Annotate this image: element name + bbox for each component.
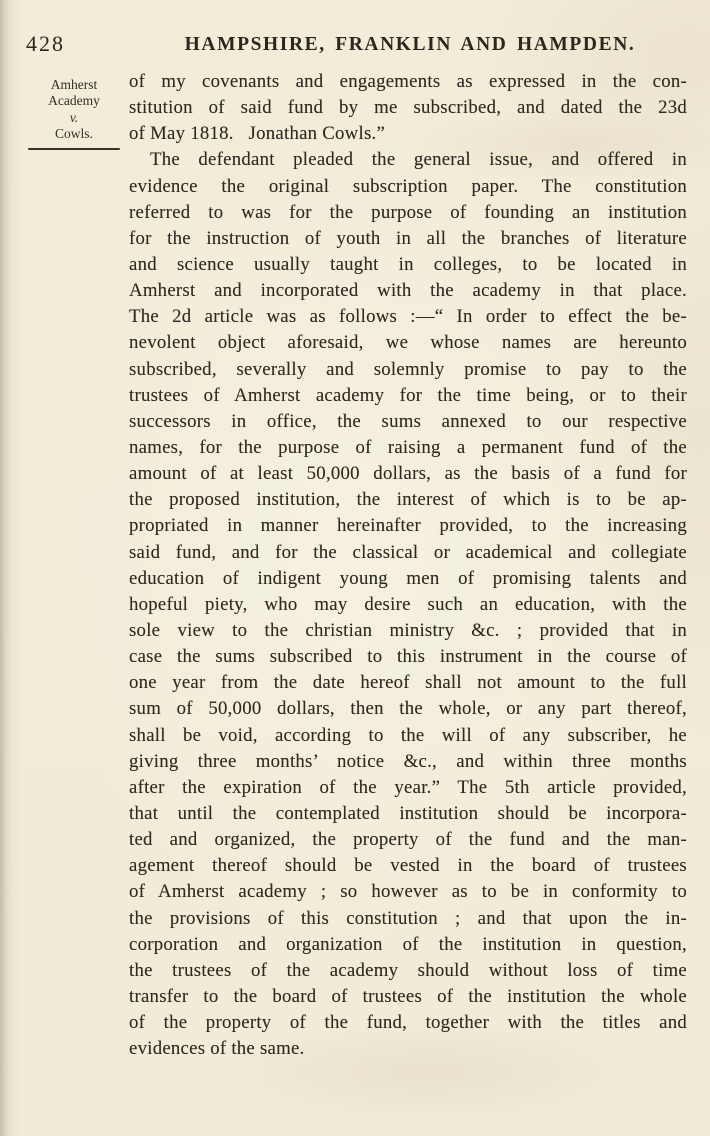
- body-text-line: for the instruction of youth in all the branches of literature: [129, 227, 687, 249]
- body-text-line: and science usually taught in colleges, to be located in: [129, 253, 687, 275]
- body-text-line: education of indigent young men of promising talents and: [129, 567, 687, 589]
- body-text-line: giving three months’ notice &c., and within three months: [129, 750, 687, 772]
- body-text-line: sole view to the christian ministry &c. ; provided that in: [129, 619, 687, 641]
- body-text-line: the proposed institution, the interest of which is to be ap-: [129, 489, 687, 511]
- running-header: HAMPSHIRE, FRANKLIN AND HAMPDEN.: [184, 34, 636, 55]
- body-text-line: one year from the date hereof shall not amount to the full: [129, 672, 687, 694]
- body-text-line: trustees of Amherst academy for the time being, or to their: [129, 384, 687, 406]
- sidenote-rule: [28, 148, 120, 150]
- sidenote-party-plaintiff-line1: Amherst: [50, 77, 98, 92]
- body-text-line: the trustees of the academy should without loss of time: [129, 959, 687, 981]
- body-text-line: evidence the original subscription paper. The constitution: [129, 175, 687, 197]
- body-text-line: agement thereof should be vested in the board of trustees: [129, 855, 687, 877]
- sidenote-versus: v.: [69, 109, 79, 125]
- body-text-line: The 2d article was as follows :—“ In order to effect the be-: [129, 306, 687, 328]
- body-text-line: propriated in manner hereinafter provided, to the increasing: [129, 515, 687, 537]
- body-text-line: of my covenants and engagements as expressed in the con-: [129, 71, 687, 92]
- body-text-line: names, for the purpose of raising a permanent fund of the: [129, 436, 687, 458]
- body-text-line: corporation and organization of the institution in question,: [129, 933, 687, 955]
- body-text-line: the provisions of this constitution ; and that upon the in-: [129, 907, 687, 929]
- body-text-line: ted and organized, the property of the fund and the man-: [129, 829, 687, 851]
- body-text-line: said fund, and for the classical or academical and collegiate: [129, 541, 687, 563]
- body-text-line: amount of at least 50,000 dollars, as the basis of a fund for: [129, 463, 687, 485]
- body-text-line: stitution of said fund by me subscribed, and dated the 23d: [129, 97, 687, 119]
- sidenote-party-defendant: Cowls.: [55, 125, 93, 141]
- sidenote-party-plaintiff-line2: Academy: [48, 93, 100, 109]
- body-text-line: referred to was for the purpose of founding an institution: [129, 201, 687, 223]
- case-sidenote: [28, 77, 120, 150]
- body-text-line: sum of 50,000 dollars, then the whole, or any part thereof,: [129, 698, 687, 720]
- body-text-line: after the expiration of the year.” The 5th article provided,: [129, 776, 687, 798]
- page-number: 428: [26, 31, 65, 56]
- body-text-line: The defendant pleaded the general issue, and offered in: [150, 149, 687, 171]
- body-text-line: case the sums subscribed to this instrument in the course of: [129, 646, 687, 668]
- body-text-line: of Amherst academy ; so however as to be in conformity to: [129, 881, 687, 903]
- body-text-line: hopeful piety, who may desire such an education, with the: [129, 593, 687, 615]
- body-text-line: shall be void, according to the will of any subscriber, he: [129, 724, 687, 746]
- body-text-line: of May 1818. Jonathan Cowls.”: [129, 123, 386, 145]
- body-text-line: nevolent object aforesaid, we whose names are hereunto: [129, 332, 687, 354]
- body-text-line: evidences of the same.: [129, 1038, 305, 1060]
- body-text-line: Amherst and incorporated with the academy in that place.: [129, 280, 687, 302]
- body-text-line: that until the contemplated institution should be incorpora-: [129, 802, 687, 824]
- body-text-line: subscribed, severally and solemnly promise to pay to the: [129, 358, 687, 380]
- body-text-line: transfer to the board of trustees of the institution the whole: [129, 985, 687, 1007]
- body-text: [129, 69, 687, 1062]
- body-text-line: successors in office, the sums annexed to our respective: [129, 410, 687, 432]
- body-text-line: of the property of the fund, together with the titles and: [129, 1012, 687, 1034]
